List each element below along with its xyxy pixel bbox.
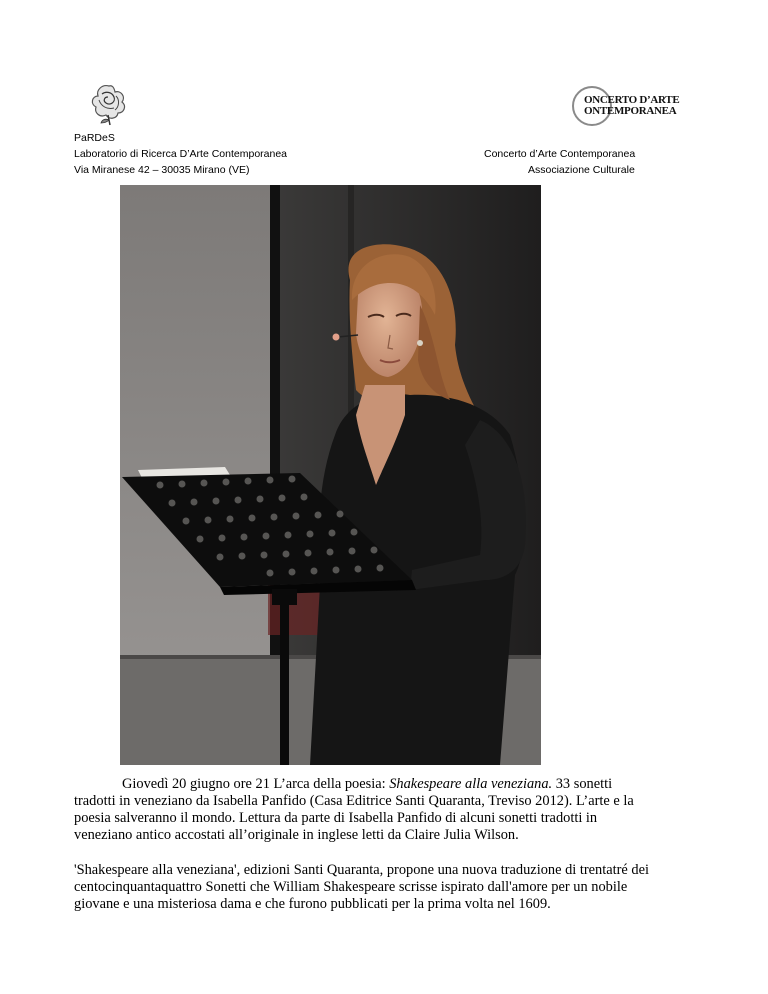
logo-text-line-2: ONTEMPORANEA <box>584 105 677 117</box>
paragraph-line: 'Shakespeare alla veneziana', edizioni Santi Quaranta, propone una nuova traduzione di trentatré dei <box>74 862 649 878</box>
org-address: Via Miranese 42 – 30035 Mirano (VE) <box>74 164 250 176</box>
org-description: Laboratorio di Ricerca D’Arte Contemporanea <box>74 148 288 160</box>
assoc-name: Concerto d’Arte Contemporanea <box>484 148 636 160</box>
logo-text-line-1: ONCERTO D’ARTE <box>584 94 680 106</box>
event-headline-line <box>74 776 704 793</box>
concerto-arte-logo <box>572 86 680 132</box>
book-title: Shakespeare alla veneziana. <box>389 776 553 792</box>
book-description <box>74 862 704 913</box>
paragraph-line: poesia salveranno il mondo. Lettura da parte di Isabella Panfido di alcuni sonetti tradotti in <box>74 810 598 826</box>
reader-at-music-stand-image <box>120 185 541 765</box>
sonnet-count: 33 sonetti <box>552 776 613 792</box>
header-right <box>484 146 635 178</box>
header-left <box>74 130 287 178</box>
paragraph-line: giovane e una misteriosa dama e che furono pubblicati per la prima volta nel 1609. <box>74 896 551 912</box>
event-description <box>74 776 704 844</box>
assoc-type: Associazione Culturale <box>528 164 635 176</box>
event-photo <box>120 185 541 765</box>
paragraph-line: veneziano antico accostati all’originale in inglese letti da Claire Julia Wilson. <box>74 827 519 843</box>
event-date-title: Giovedì 20 giugno ore 21 L’arca della poesia: <box>122 776 390 792</box>
paragraph-line: centocinquantaquattro Sonetti che William Shakespeare scrisse ispirato dall'amore per un nobile <box>74 879 628 895</box>
rose-logo-icon <box>88 82 130 126</box>
paragraph-line: tradotti in veneziano da Isabella Panfido (Casa Editrice Santi Quaranta, Treviso 2012). L’arte e la <box>74 793 634 809</box>
org-name: PaRDeS <box>74 132 115 144</box>
